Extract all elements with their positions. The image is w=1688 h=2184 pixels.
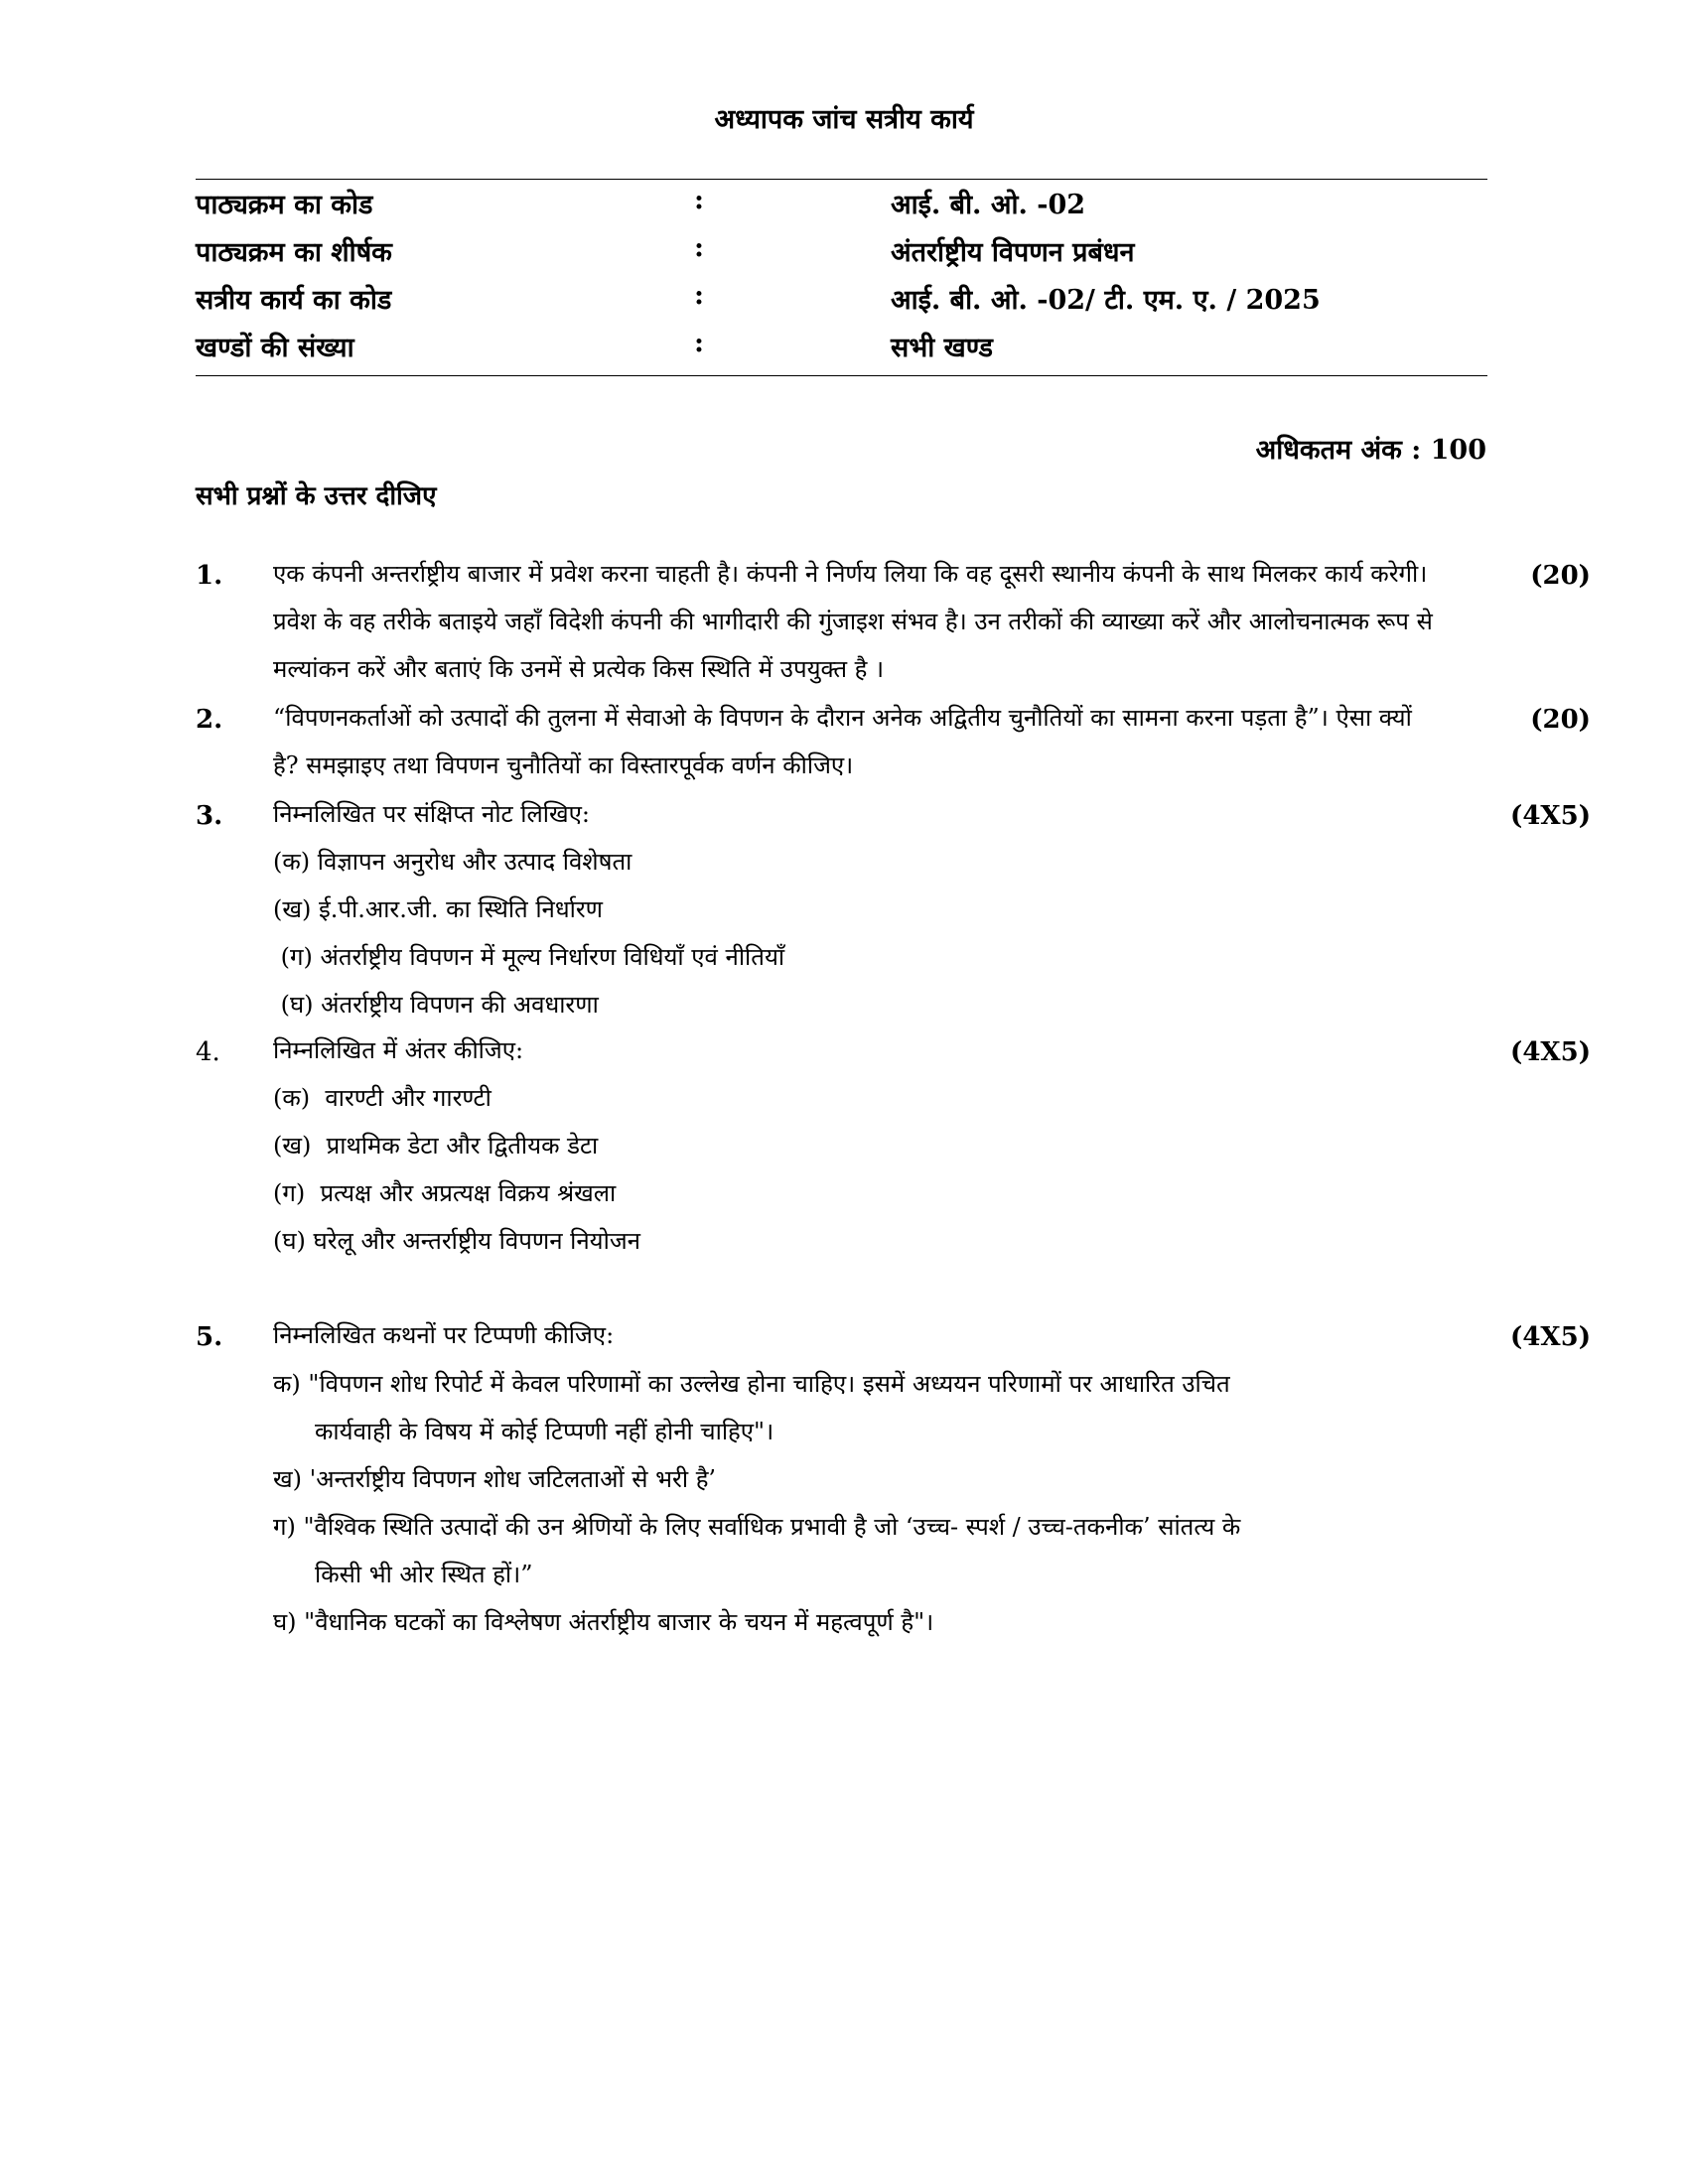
question-marks: (20) [1530,705,1591,735]
question-text: निम्नलिखित कथनों पर टिप्पणी कीजिए: [273,1321,615,1349]
sub-question [273,1503,1425,1598]
question-number: 3. [196,801,223,831]
sub-question-line: कार्यवाही के विषय में कोई टिप्पणी नहीं होनी चाहिए"। [315,1418,774,1445]
question-marks: (20) [1530,561,1591,591]
sub-question-line: घ) "वैधानिक घटकों का विश्लेषण अंतर्राष्ट्रीय बाजार के चयन में महत्वपूर्ण है"। [273,1608,934,1636]
question-number: 2. [196,705,223,735]
top-divider [196,179,1487,180]
page-title: अध्यापक जांच सत्रीय कार्य [714,104,974,135]
question-text: एक कंपनी अन्तर्राष्ट्रीय बाजार में प्रवेश करना चाहती है। कंपनी ने निर्णय लिया कि वह दूसरी स्थानीय कंपनी के साथ मिलकर कार्य करेगी। प्रवेश के वह तरीके बताइये जहाँ विदेशी कंपनी की भागीदारी की गुंजाइश संभव है। उन तरीकों की व्याख्या करें और आलोचनात्मक रूप से मल्यांकन करें और बताएं कि उनमें से प्रत्येक किस स्थिति में उपयुक्त है । [273,560,1433,683]
info-colon: : [694,185,704,215]
info-value: सभी खण्ड [891,333,993,363]
sub-question-line: ख) 'अन्तर्राष्ट्रीय विपणन शोध जटिलताओं से भरी है’ [273,1465,717,1493]
sub-question [273,1598,1425,1646]
max-marks: अधिकतम अंक : 100 [1255,435,1486,466]
question-text: निम्नलिखित में अंतर कीजिए: [273,1036,524,1064]
info-label: खण्डों की संख्या [196,333,354,363]
question-text: निम्नलिखित पर संक्षिप्त नोट लिखिए: [273,800,590,828]
instruction: सभी प्रश्नों के उत्तर दीजिए [196,481,437,511]
question-text: “विपणनकर्ताओं को उत्पादों की तुलना में सेवाओ के विपणन के दौरान अनेक अद्वितीय चुनौतियों का सामना करना पड़ता है”। ऐसा क्यों है? समझाइए तथा विपणन चुनौतियों का विस्तारपूर्वक वर्णन कीजिए। [273,704,1412,779]
info-label: पाठ्यक्रम का शीर्षक [196,237,392,268]
info-value: अंतर्राष्ट्रीय विपणन प्रबंधन [891,237,1135,268]
sub-question-line: क) "विपणन शोध रिपोर्ट में केवल परिणामों का उल्लेख होना चाहिए। इसमें अध्ययन परिणामों पर आधारित उचित [273,1370,1230,1398]
sub-question: (ख) ई.पी.आर.जी. का स्थिति निर्धारण [273,895,604,923]
info-colon: : [694,328,704,358]
info-colon: : [694,280,704,311]
info-row-blocks [196,328,1487,375]
bottom-divider [196,375,1487,376]
question-number: 1. [196,561,223,591]
sub-question: (ग) प्रत्यक्ष और अप्रत्यक्ष विक्रय श्रंखला [273,1179,617,1207]
sub-question [273,1455,1425,1503]
sub-question: (क) वारण्टी और गारण्टी [273,1084,492,1112]
sub-question-line: ग) "वैश्विक स्थिति उत्पादों की उन श्रेणियों के लिए सर्वाधिक प्रभावी है जो ‘उच्च- स्पर्श / उच्च-तकनीक’ सांतत्य के [273,1513,1241,1541]
info-row-assignment-code [196,280,1487,328]
question-number: 4. [196,1037,220,1067]
question-marks: (4X5) [1510,1037,1591,1067]
sub-question: (ख) प्राथमिक डेटा और द्वितीयक डेटा [273,1132,599,1160]
sub-question: (क) विज्ञापन अनुरोध और उत्पाद विशेषता [273,848,633,876]
info-row-course-code [196,185,1487,232]
info-label: पाठ्यक्रम का कोड [196,190,373,220]
info-colon: : [694,232,704,263]
sub-question-line: किसी भी ओर स्थित हों।” [315,1561,533,1588]
info-value: आई. बी. ओ. -02 [891,190,1086,220]
info-label: सत्रीय कार्य का कोड [196,285,392,316]
sub-question: (घ) अंतर्राष्ट्रीय विपणन की अवधारणा [273,991,599,1019]
sub-question: (ग) अंतर्राष्ट्रीय विपणन में मूल्य निर्धारण विधियाँ एवं नीतियाँ [273,943,785,971]
question-number: 5. [196,1322,223,1352]
question-marks: (4X5) [1510,1322,1591,1352]
info-row-course-title [196,232,1487,280]
info-value: आई. बी. ओ. -02/ टी. एम. ए. / 2025 [891,285,1321,316]
question-marks: (4X5) [1510,801,1591,831]
sub-question: (घ) घरेलू और अन्तर्राष्ट्रीय विपणन नियोजन [273,1227,640,1255]
sub-question [273,1360,1425,1455]
